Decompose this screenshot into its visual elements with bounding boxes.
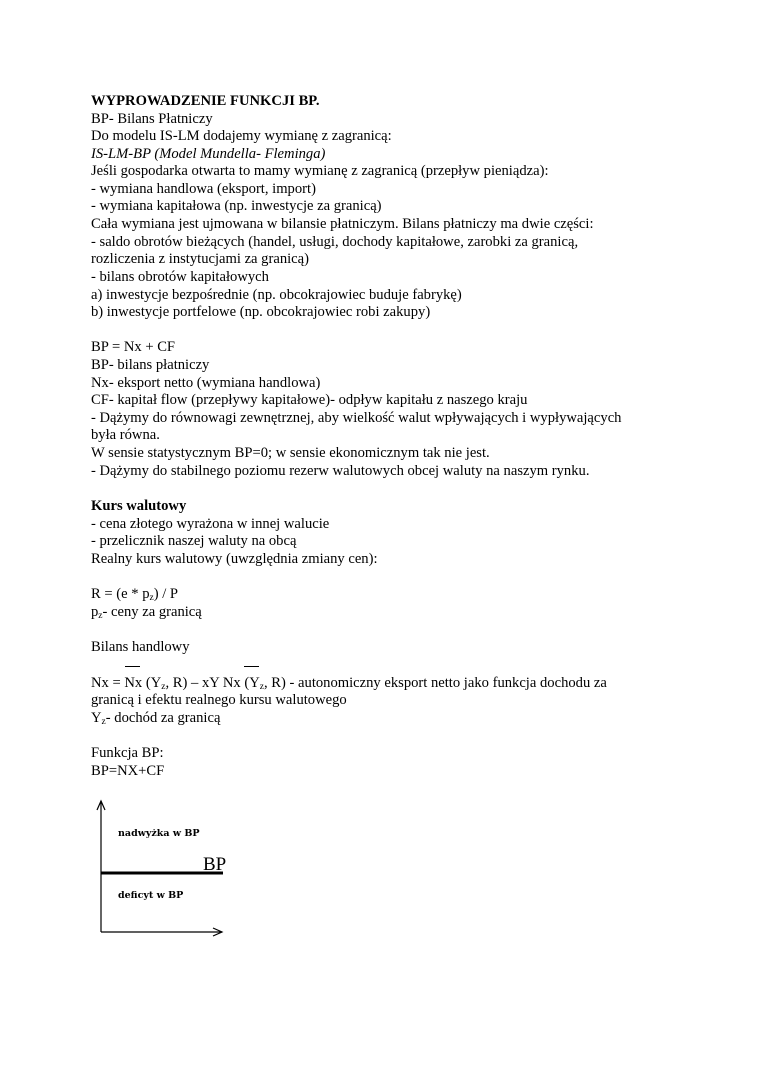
heading-trade-balance: Bilans handlowy	[91, 639, 190, 655]
line-nx-formula: Nx = Nx ($Y_z$, R) – xY Nx ($Y_z$, R) - autonomiczny eksport netto jako funkcja dochodu za	[91, 675, 607, 692]
bp-curve-label: BP	[203, 854, 227, 875]
line-bp-function-formula: BP=NX+CF	[91, 763, 165, 779]
line-real-rate: Realny kurs walutowy (uwzględnia zmiany cen):	[91, 551, 378, 567]
line-cf-label: CF- kapitał flow (przepływy kapitałowe)- odpływ kapitału z naszego kraju	[91, 392, 528, 408]
overbar	[244, 666, 259, 667]
line-current-account-cont: rozliczenia z instytucjami za granicą)	[91, 251, 309, 267]
line-bp-definition: BP- Bilans Płatniczy	[91, 111, 213, 127]
line-trade-exchange: - wymiana handlowa (eksport, import)	[91, 181, 316, 197]
heading-bp-function: Funkcja BP:	[91, 745, 164, 761]
line-external-balance-cont: była równa.	[91, 427, 160, 443]
line-open-economy: Jeśli gospodarka otwarta to mamy wymianę z zagranicą (przepływ pieniądza):	[91, 163, 549, 179]
line-conversion: - przelicznik naszej waluty na obcą	[91, 533, 297, 549]
line-bp-formula: BP = Nx + CF	[91, 339, 176, 355]
line-balance-parts: Cała wymiana jest ujmowana w bilansie płatniczym. Bilans płatniczy ma dwie części:	[91, 216, 594, 232]
line-capital-account: - bilans obrotów kapitałowych	[91, 269, 269, 285]
line-zloty-price: - cena złotego wyrażona w innej walucie	[91, 516, 330, 532]
doc-title: WYPROWADZENIE FUNKCJI BP.	[91, 93, 320, 109]
line-capital-exchange: - wymiana kapitałowa (np. inwestycje za granicą)	[91, 198, 382, 214]
line-bp-label: BP- bilans płatniczy	[91, 357, 210, 373]
line-nx-label: Nx- eksport netto (wymiana handlowa)	[91, 375, 321, 391]
overbar	[125, 666, 140, 667]
line-nx-formula-cont: granicą i efektu realnego kursu walutowego	[91, 692, 347, 708]
line-model-name: IS-LM-BP (Model Mundella- Fleminga)	[91, 146, 326, 162]
line-direct-investment: a) inwestycje bezpośrednie (np. obcokrajowiec buduje fabrykę)	[91, 287, 462, 303]
line-reserves: - Dążymy do stabilnego poziomu rezerw walutowych obcej waluty na naszym rynku.	[91, 463, 590, 479]
line-external-balance: - Dążymy do równowagi zewnętrznej, aby wielkość walut wpływających i wypływających	[91, 410, 622, 426]
line-statistical-sense: W sensie statystycznym BP=0; w sensie ekonomicznym tak nie jest.	[91, 445, 490, 461]
line-portfolio-investment: b) inwestycje portfelowe (np. obcokrajowiec robi zakupy)	[91, 304, 431, 320]
line-current-account: - saldo obrotów bieżących (handel, usługi, dochody kapitałowe, zarobki za granicą,	[91, 234, 579, 250]
surplus-label: nadwyżka w BP	[118, 828, 200, 839]
line-foreign-prices: $p_z-$ ceny za granicą	[91, 604, 202, 621]
line-foreign-income: $Y_z-$ dochód za granicą	[91, 710, 221, 727]
heading-exchange-rate: Kurs walutowy	[91, 498, 187, 514]
line-model-addition: Do modelu IS-LM dodajemy wymianę z zagranicą:	[91, 128, 392, 144]
bp-graph	[88, 798, 228, 940]
deficit-label: deficyt w BP	[118, 890, 184, 901]
line-real-rate-formula: $R = (e * p_z) / P$	[91, 586, 179, 603]
